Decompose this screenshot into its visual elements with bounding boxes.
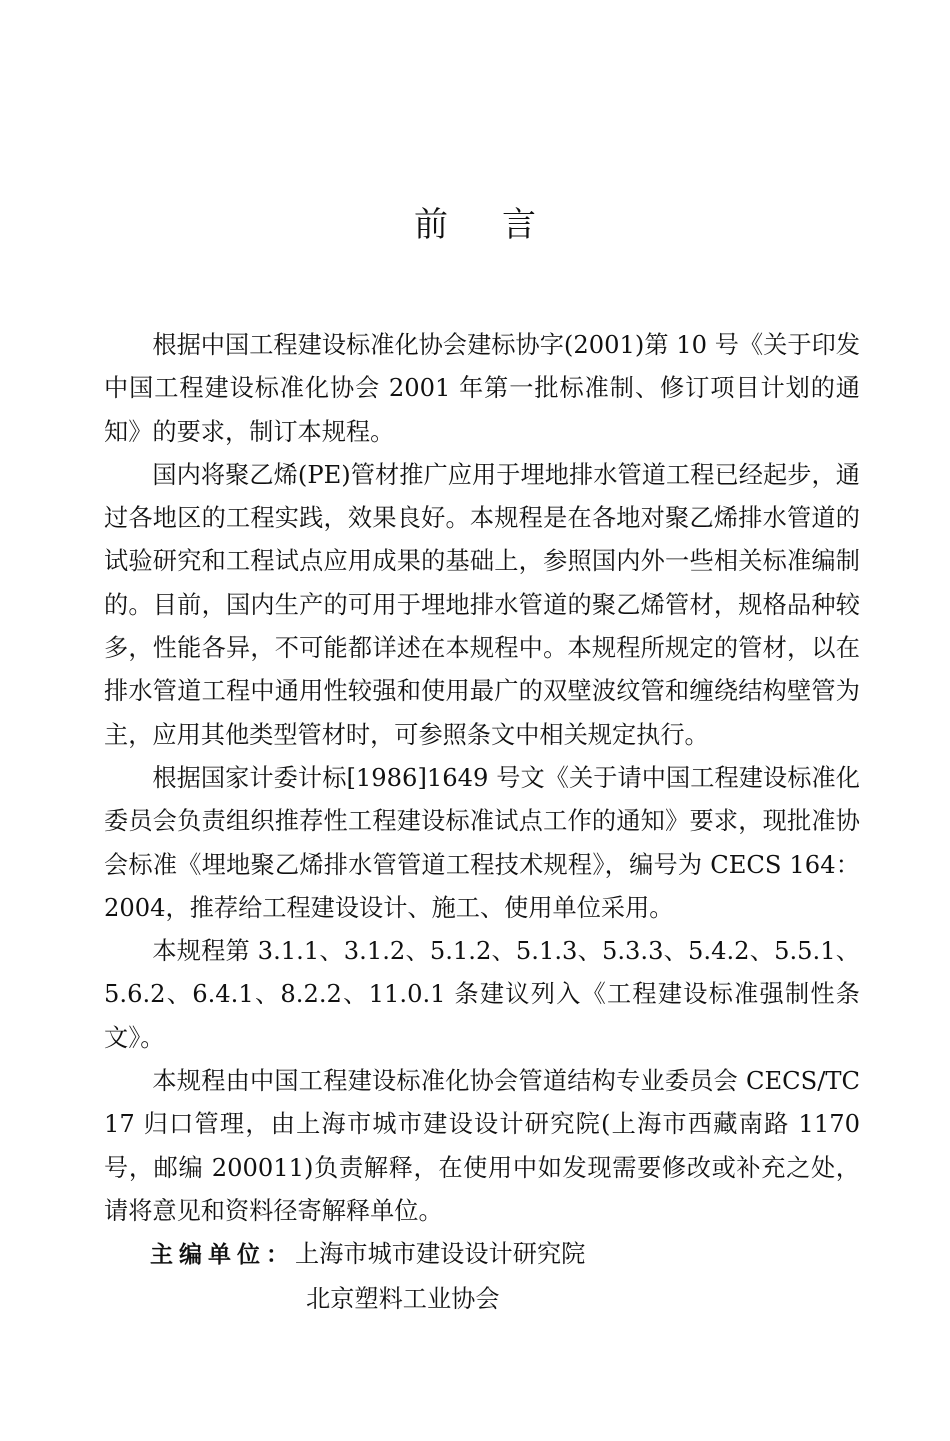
chief-editor-line-1	[104, 1233, 860, 1277]
paragraph-1: 根据中国工程建设标准化协会建标协字(2001)第 10 号《关于印发中国工程建设标准化协会 2001 年第一批标准制、修订项目计划的通知》的要求，制订本规程。	[104, 331, 860, 446]
paragraph-5: 本规程由中国工程建设标准化协会管道结构专业委员会 CECS/TC17 归口管理，由上海市城市建设设计研究院(上海市西藏南路 1170 号，邮编 200011)负责解释，在使用中如发现需要修改或补充之处，请将意见和资料径寄解释单位。	[104, 1067, 860, 1225]
chief-editor-unit-2: 北京塑料工业协会	[306, 1284, 500, 1313]
paragraph-4: 本规程第 3.1.1、3.1.2、5.1.2、5.1.3、5.3.3、5.4.2、5.5.1、5.6.2、6.4.1、8.2.2、11.0.1 条建议列入《工程建设标准强制性条文》。	[104, 937, 860, 1052]
page-title: 前言	[414, 205, 590, 245]
preface-body	[104, 324, 860, 1321]
chief-editor-unit-1: 上海市城市建设设计研究院	[295, 1240, 586, 1269]
chief-editor-label: 主编单位：	[150, 1242, 295, 1269]
chief-editor-block	[104, 1233, 860, 1321]
paragraph-2: 国内将聚乙烯(PE)管材推广应用于埋地排水管道工程已经起步，通过各地区的工程实践，效果良好。本规程是在各地对聚乙烯排水管道的试验研究和工程试点应用成果的基础上，参照国内外一些相关标准编制的。目前，国内生产的可用于埋地排水管道的聚乙烯管材，规格品种较多，性能各异，不可能都详述在本规程中。本规程所规定的管材，以在排水管道工程中通用性较强和使用最广的双壁波纹管和缠绕结构壁管为主，应用其他类型管材时，可参照条文中相关规定执行。	[104, 460, 860, 749]
paragraph-3: 根据国家计委计标[1986]1649 号文《关于请中国工程建设标准化委员会负责组织推荐性工程建设标准试点工作的通知》要求，现批准协会标准《埋地聚乙烯排水管管道工程技术规程》，编号为 CECS 164：2004，推荐给工程建设设计、施工、使用单位采用。	[104, 763, 860, 922]
